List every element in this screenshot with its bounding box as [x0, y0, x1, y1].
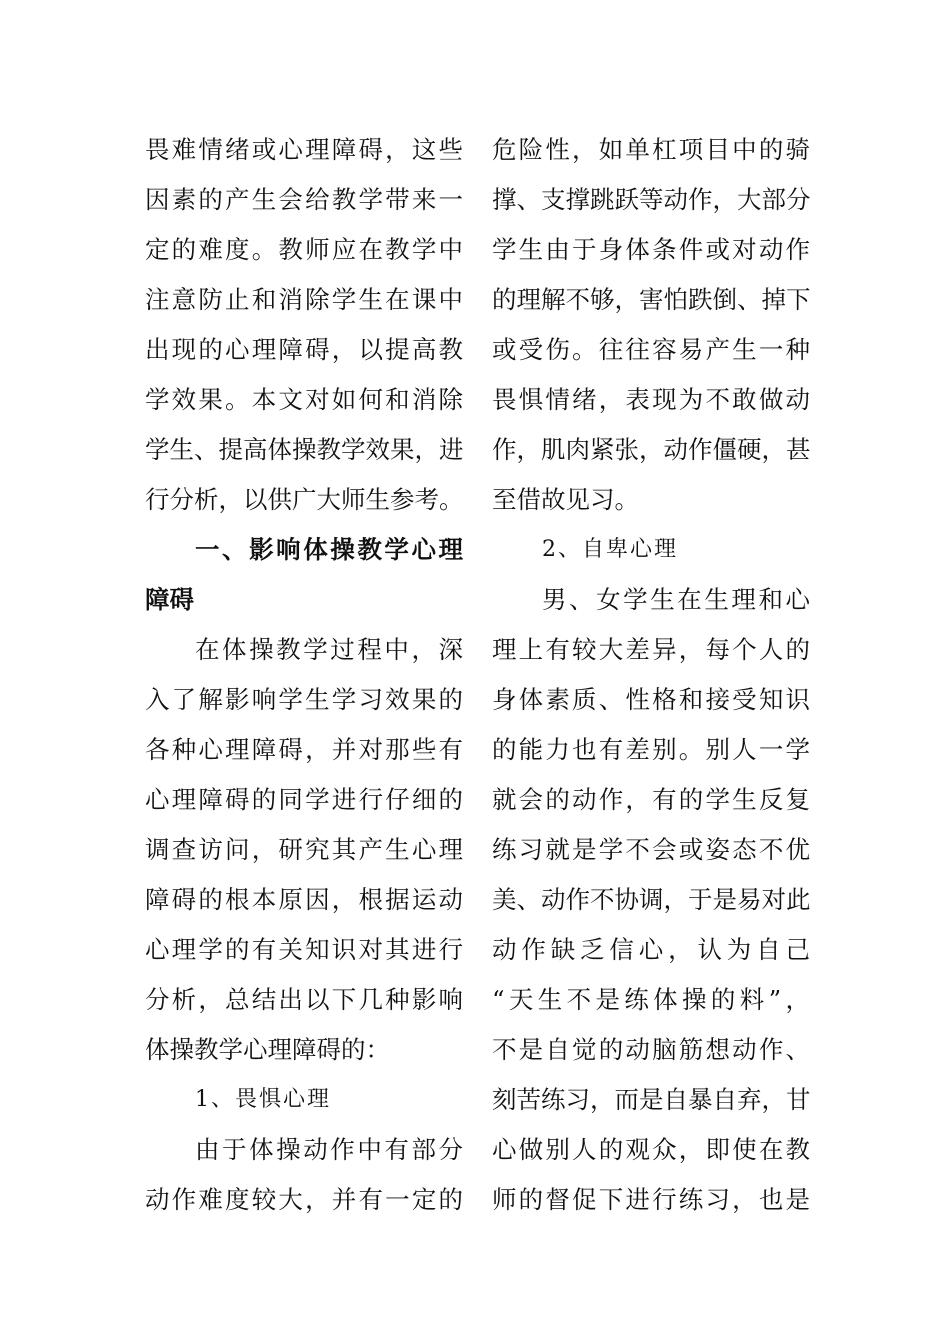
paragraph-line: 理上有较大差异，每个人的 [492, 635, 810, 664]
paragraph-line: 危险性，如单杠项目中的骑 [492, 135, 810, 164]
paragraph-line: 各种心理障碍，并对那些有 [145, 735, 463, 764]
paragraph-line: 畏惧情绪，表现为不敢做动 [492, 385, 810, 414]
paragraph-line: 注意防止和消除学生在课中 [145, 285, 463, 314]
paragraph-line: 练习就是学不会或姿态不优 [492, 835, 810, 864]
paragraph-line: 美、动作不协调，于是易对此 [492, 885, 811, 914]
paragraph-line: 动作难度较大，并有一定的 [145, 1185, 463, 1214]
paragraph-line: 身体素质、性格和接受知识 [492, 685, 810, 714]
paragraph-line: 或受伤。往往容易产生一种 [492, 335, 810, 364]
paragraph-line: 因素的产生会给教学带来一 [145, 185, 463, 214]
paragraph-line: 分析，总结出以下几种影响 [145, 985, 463, 1014]
paragraph-line: 入了解影响学生学习效果的 [145, 685, 463, 714]
paragraph-line: 学生由于身体条件或对动作 [492, 235, 810, 264]
paragraph-line: 体操教学心理障碍的： [145, 1035, 390, 1064]
paragraph-line: 师的督促下进行练习，也是 [492, 1185, 810, 1214]
right-text-column [492, 125, 810, 1225]
paragraph-line: 学效果。本文对如何和消除 [145, 385, 463, 414]
paragraph-line: 刻苦练习，而是自暴自弃，甘 [492, 1085, 811, 1114]
paragraph-line: 的理解不够，害怕跌倒、掉下 [492, 285, 811, 314]
paragraph-line: 动作缺乏信心，认为自己 [492, 935, 810, 964]
left-text-column [145, 125, 463, 1225]
paragraph-line: 心做别人的观众，即使在教 [492, 1135, 810, 1164]
paragraph-line: 由于体操动作中有部分 [195, 1135, 463, 1164]
paragraph-line: 调查访问，研究其产生心理 [145, 835, 463, 864]
paragraph-line: 撑、支撑跳跃等动作，大部分 [492, 185, 811, 214]
paragraph-line: 定的难度。教师应在教学中 [145, 235, 463, 264]
paragraph-line: “天生不是练体操的料”， [492, 985, 810, 1014]
paragraph-line: 不是自觉的动脑筋想动作、 [492, 1035, 810, 1064]
paragraph-line: 心理障碍的同学进行仔细的 [145, 785, 463, 814]
paragraph-line: 在体操教学过程中，深 [195, 635, 463, 664]
paragraph-line: 作，肌肉紧张，动作僵硬，甚 [492, 435, 811, 464]
paragraph-line: 心理学的有关知识对其进行 [145, 935, 463, 964]
subsection-heading: 1、畏惧心理 [195, 1087, 331, 1112]
paragraph-line: 出现的心理障碍，以提高教 [145, 335, 463, 364]
paragraph-line: 至借故见习。 [492, 485, 639, 514]
section-heading: 障碍 [145, 585, 194, 614]
paragraph-line: 畏难情绪或心理障碍，这些 [145, 135, 463, 164]
paragraph-line: 学生、提高体操教学效果，进 [145, 435, 464, 464]
section-heading: 一、影响体操教学心理 [195, 535, 463, 564]
paragraph-line: 就会的动作，有的学生反复 [492, 785, 810, 814]
paragraph-line: 障碍的根本原因，根据运动 [145, 885, 463, 914]
paragraph-line: 男、女学生在生理和心 [542, 585, 810, 614]
paragraph-line: 的能力也有差别。别人一学 [492, 735, 810, 764]
subsection-heading: 2、自卑心理 [542, 537, 678, 562]
paragraph-line: 行分析，以供广大师生参考。 [145, 485, 464, 514]
